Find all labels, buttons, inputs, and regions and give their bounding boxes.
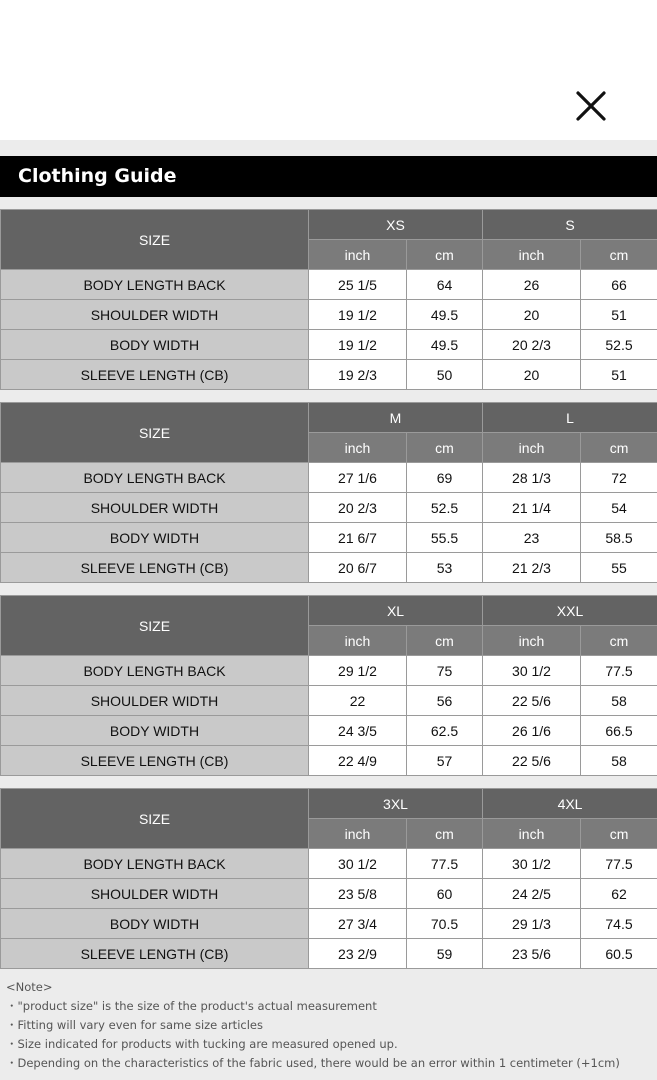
measurement-value: 62.5 — [407, 716, 483, 746]
measurement-value: 64 — [407, 270, 483, 300]
measurement-label: BODY LENGTH BACK — [1, 656, 309, 686]
table-row — [1, 656, 657, 686]
table-row — [1, 909, 657, 939]
measurement-value: 60.5 — [581, 939, 657, 969]
measurement-value: 77.5 — [407, 849, 483, 879]
measurement-value: 49.5 — [407, 300, 483, 330]
measurement-value: 20 6/7 — [309, 553, 407, 583]
unit-header: inch — [309, 626, 407, 656]
unit-header: inch — [309, 819, 407, 849]
measurement-label: BODY WIDTH — [1, 716, 309, 746]
unit-header: inch — [309, 433, 407, 463]
measurement-label: BODY WIDTH — [1, 909, 309, 939]
measurement-value: 72 — [581, 463, 657, 493]
measurement-value: 22 4/9 — [309, 746, 407, 776]
unit-header: cm — [581, 626, 657, 656]
unit-header: inch — [483, 819, 581, 849]
measurement-value: 19 1/2 — [309, 300, 407, 330]
measurement-value: 19 2/3 — [309, 360, 407, 390]
size-table — [0, 209, 657, 390]
measurement-value: 21 6/7 — [309, 523, 407, 553]
unit-header: cm — [581, 433, 657, 463]
notes-title: <Note> — [6, 980, 53, 994]
measurement-value: 23 5/8 — [309, 879, 407, 909]
table-row — [1, 716, 657, 746]
table-row — [1, 849, 657, 879]
measurement-value: 49.5 — [407, 330, 483, 360]
clothing-guide-title: Clothing Guide — [0, 156, 657, 197]
measurement-label: BODY LENGTH BACK — [1, 270, 309, 300]
unit-header: cm — [407, 626, 483, 656]
measurement-value: 29 1/2 — [309, 656, 407, 686]
measurement-value: 62 — [581, 879, 657, 909]
measurement-label: SLEEVE LENGTH (CB) — [1, 360, 309, 390]
measurement-value: 52.5 — [581, 330, 657, 360]
size-header: SIZE — [1, 596, 309, 656]
measurement-value: 58 — [581, 746, 657, 776]
size-column-header: M — [309, 403, 483, 433]
unit-header: cm — [407, 433, 483, 463]
table-row — [1, 270, 657, 300]
measurement-value: 30 1/2 — [483, 849, 581, 879]
measurement-value: 75 — [407, 656, 483, 686]
measurement-value: 74.5 — [581, 909, 657, 939]
unit-header: cm — [581, 240, 657, 270]
table-row — [1, 463, 657, 493]
close-icon — [571, 86, 611, 126]
measurement-label: SLEEVE LENGTH (CB) — [1, 553, 309, 583]
size-column-header: XXL — [483, 596, 657, 626]
table-row — [1, 300, 657, 330]
measurement-label: SHOULDER WIDTH — [1, 686, 309, 716]
size-column-header: 3XL — [309, 789, 483, 819]
measurement-value: 66.5 — [581, 716, 657, 746]
size-column-header: XS — [309, 210, 483, 240]
table-row — [1, 939, 657, 969]
measurement-value: 60 — [407, 879, 483, 909]
measurement-value: 51 — [581, 300, 657, 330]
unit-header: inch — [483, 626, 581, 656]
measurement-value: 51 — [581, 360, 657, 390]
size-table — [0, 788, 657, 969]
measurement-value: 21 1/4 — [483, 493, 581, 523]
measurement-value: 69 — [407, 463, 483, 493]
measurement-value: 26 — [483, 270, 581, 300]
table-row — [1, 523, 657, 553]
measurement-label: BODY LENGTH BACK — [1, 849, 309, 879]
measurement-label: BODY WIDTH — [1, 330, 309, 360]
measurement-value: 55 — [581, 553, 657, 583]
note-item: ・Size indicated for products with tucking are measured opened up. — [6, 1037, 398, 1051]
unit-header: inch — [483, 240, 581, 270]
table-row — [1, 879, 657, 909]
table-row — [1, 553, 657, 583]
measurement-value: 20 2/3 — [483, 330, 581, 360]
measurement-value: 55.5 — [407, 523, 483, 553]
measurement-label: SHOULDER WIDTH — [1, 879, 309, 909]
measurement-value: 21 2/3 — [483, 553, 581, 583]
measurement-value: 24 3/5 — [309, 716, 407, 746]
measurement-label: SLEEVE LENGTH (CB) — [1, 939, 309, 969]
measurement-value: 77.5 — [581, 656, 657, 686]
measurement-value: 22 5/6 — [483, 686, 581, 716]
measurement-value: 30 1/2 — [309, 849, 407, 879]
measurement-label: SHOULDER WIDTH — [1, 300, 309, 330]
note-item: ・Fitting will vary even for same size articles — [6, 1018, 263, 1032]
measurement-value: 53 — [407, 553, 483, 583]
measurement-value: 58 — [581, 686, 657, 716]
measurement-label: SHOULDER WIDTH — [1, 493, 309, 523]
size-column-header: 4XL — [483, 789, 657, 819]
size-table — [0, 595, 657, 776]
table-row — [1, 330, 657, 360]
measurement-value: 20 — [483, 300, 581, 330]
table-row — [1, 493, 657, 523]
unit-header: cm — [407, 240, 483, 270]
note-item: ・Depending on the characteristics of the fabric used, there would be an error within 1 centimeter (+1cm) — [6, 1056, 620, 1070]
measurement-value: 58.5 — [581, 523, 657, 553]
measurement-value: 23 — [483, 523, 581, 553]
measurement-value: 19 1/2 — [309, 330, 407, 360]
measurement-value: 25 1/5 — [309, 270, 407, 300]
size-column-header: XL — [309, 596, 483, 626]
measurement-value: 27 1/6 — [309, 463, 407, 493]
measurement-label: BODY WIDTH — [1, 523, 309, 553]
measurement-value: 20 2/3 — [309, 493, 407, 523]
measurement-value: 23 2/9 — [309, 939, 407, 969]
close-button[interactable] — [571, 86, 611, 126]
measurement-value: 29 1/3 — [483, 909, 581, 939]
size-header: SIZE — [1, 403, 309, 463]
measurement-value: 24 2/5 — [483, 879, 581, 909]
unit-header: cm — [407, 819, 483, 849]
size-header: SIZE — [1, 789, 309, 849]
measurement-value: 52.5 — [407, 493, 483, 523]
measurement-value: 22 — [309, 686, 407, 716]
measurement-value: 30 1/2 — [483, 656, 581, 686]
notes-section — [6, 978, 646, 1073]
measurement-label: SLEEVE LENGTH (CB) — [1, 746, 309, 776]
size-column-header: S — [483, 210, 657, 240]
measurement-value: 26 1/6 — [483, 716, 581, 746]
unit-header: inch — [309, 240, 407, 270]
measurement-value: 56 — [407, 686, 483, 716]
measurement-value: 20 — [483, 360, 581, 390]
measurement-label: BODY LENGTH BACK — [1, 463, 309, 493]
size-column-header: L — [483, 403, 657, 433]
measurement-value: 77.5 — [581, 849, 657, 879]
measurement-value: 50 — [407, 360, 483, 390]
measurement-value: 28 1/3 — [483, 463, 581, 493]
measurement-value: 54 — [581, 493, 657, 523]
measurement-value: 66 — [581, 270, 657, 300]
size-header: SIZE — [1, 210, 309, 270]
measurement-value: 27 3/4 — [309, 909, 407, 939]
table-row — [1, 360, 657, 390]
table-row — [1, 686, 657, 716]
unit-header: inch — [483, 433, 581, 463]
measurement-value: 57 — [407, 746, 483, 776]
unit-header: cm — [581, 819, 657, 849]
top-bar — [0, 0, 657, 140]
size-table — [0, 402, 657, 583]
measurement-value: 59 — [407, 939, 483, 969]
note-item: ・"product size" is the size of the product's actual measurement — [6, 999, 377, 1013]
measurement-value: 23 5/6 — [483, 939, 581, 969]
table-row — [1, 746, 657, 776]
measurement-value: 22 5/6 — [483, 746, 581, 776]
measurement-value: 70.5 — [407, 909, 483, 939]
